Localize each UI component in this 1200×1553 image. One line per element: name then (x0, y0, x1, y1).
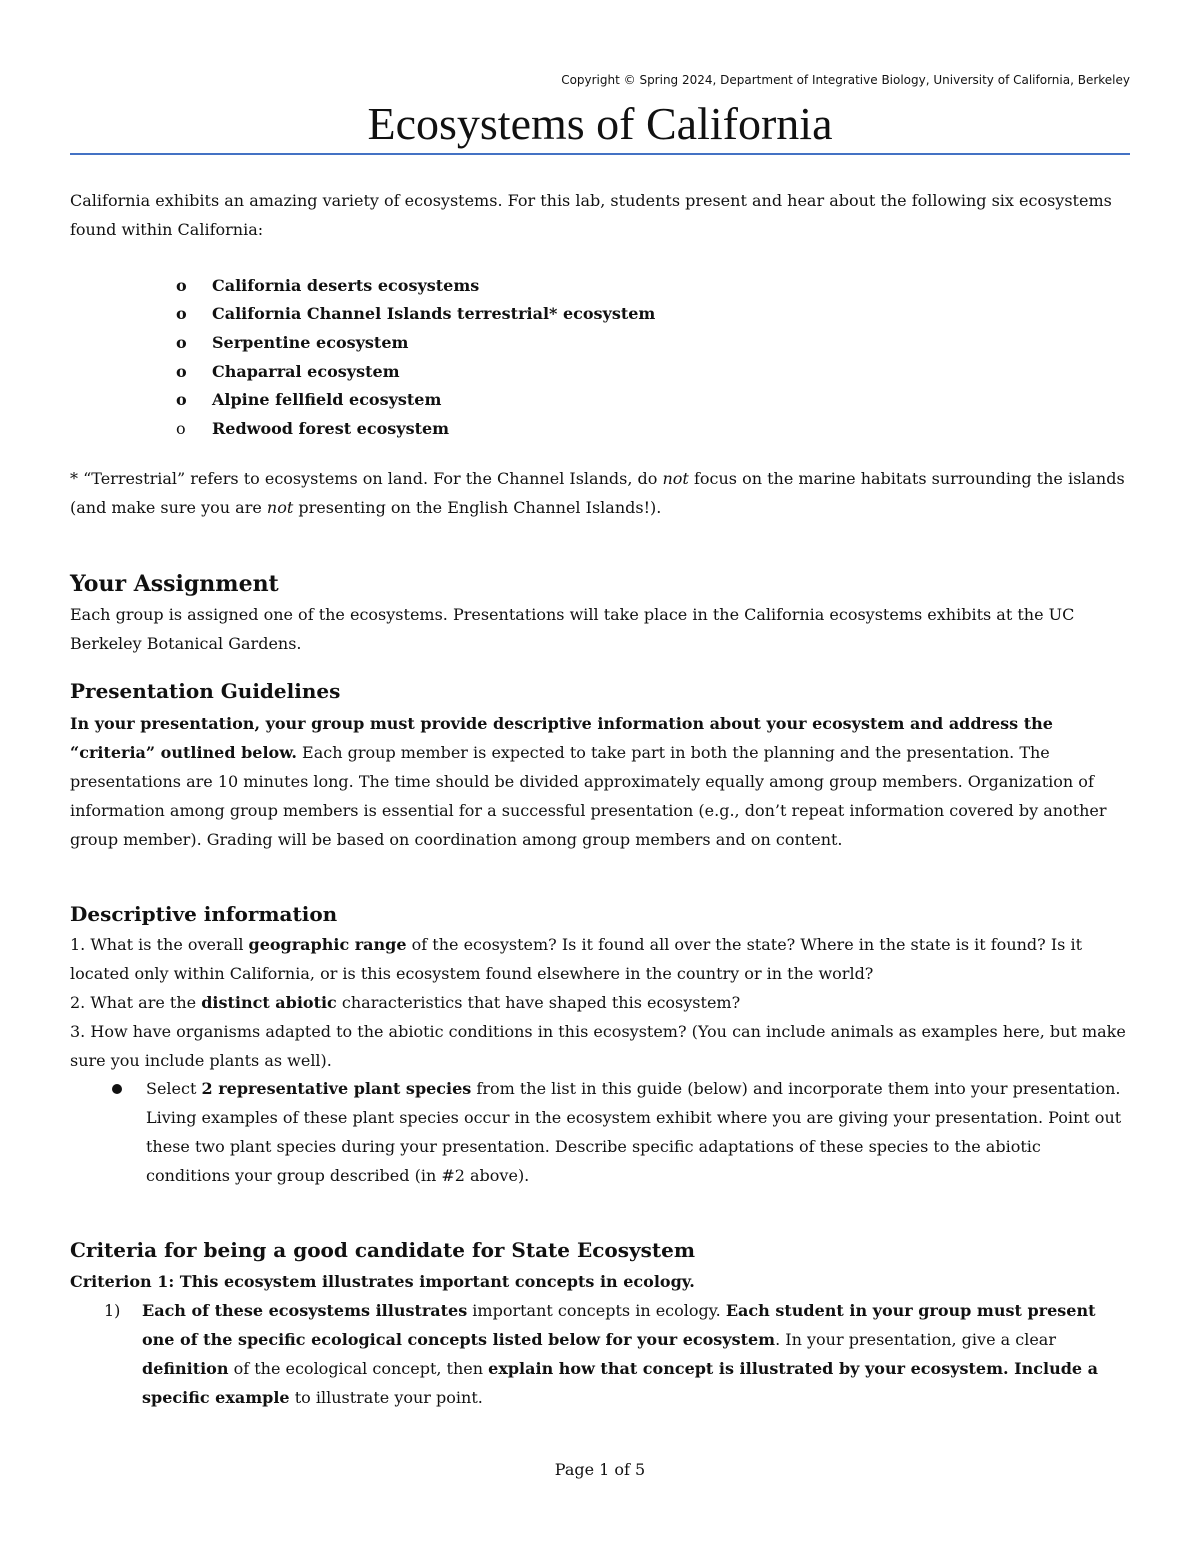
list-item: o Serpentine ecosystem (176, 329, 408, 357)
plant-species-bullet: Select 2 representative plant species from the list in this guide (below) and incorporate them into your presentation. Living examples of these plant species occur in the ecosystem exhibit where you are giving your presentation. Point out these two plant species during your presentation. Describe specific adaptations of these species to the abiotic conditions your group described (in #2 above). (146, 1079, 1122, 1185)
page-title: Ecosystems of California (367, 98, 833, 149)
terrestrial-footnote: * “Terrestrial” refers to ecosystems on land. For the Channel Islands, do not focus on the marine habitats surrounding the islands (and make sure you are not presenting on the English Channel Islands!). (70, 469, 1125, 517)
bullet-marker: o (176, 333, 187, 352)
question-2: 2. What are the distinct abiotic characteristics that have shaped this ecosystem? (70, 993, 741, 1012)
page-number: Page 1 of 5 (554, 1460, 646, 1479)
list-item: o Chaparral ecosystem (176, 358, 400, 386)
bullet-marker: o (176, 304, 187, 323)
question-3: 3. How have organisms adapted to the abiotic conditions in this ecosystem? (You can include animals as examples here, but make sure you include plants as well). (70, 1022, 1126, 1070)
question-1: 1. What is the overall geographic range of the ecosystem? Is it found all over the state? Where in the state is it found? Is it located only within California, or is this ecosystem found elsewhere in the country or in the world? (70, 935, 1082, 983)
assignment-heading: Your Assignment (70, 571, 279, 597)
list-item: o California deserts ecosystems (176, 272, 479, 300)
criterion-1: Criterion 1: This ecosystem illustrates important concepts in ecology. (70, 1272, 695, 1291)
guidelines-heading: Presentation Guidelines (70, 679, 341, 703)
guidelines-paragraph: In your presentation, your group must provide descriptive information about your ecosystem and address the “criteria” outlined below. Each group member is expected to take part in both the planning and the presentation. The presentations are 10 minutes long. The time should be divided approximately equally among group members. Organization of information among group members is essential for a successful presentation (e.g., don’t repeat information covered by another group member). Grading will be based on coordination among group members and on content. (70, 714, 1107, 849)
bullet-marker: o (176, 419, 186, 438)
copyright-notice: Copyright © Spring 2024, Department of Integrative Biology, University of California, Berkeley (561, 73, 1130, 87)
bullet-marker: o (176, 390, 187, 409)
descriptive-heading: Descriptive information (70, 902, 338, 926)
bullet-marker: o (176, 362, 187, 381)
list-item: o Alpine fellfield ecosystem (176, 386, 441, 414)
list-item: o Redwood forest ecosystem (176, 415, 449, 443)
criteria-heading: Criteria for being a good candidate for State Ecosystem (70, 1238, 696, 1262)
title-divider (70, 153, 1130, 155)
item-number: 1) (104, 1301, 121, 1320)
bullet-marker: o (176, 276, 187, 295)
list-item: o California Channel Islands terrestrial* ecosystem (176, 300, 655, 328)
intro-paragraph: California exhibits an amazing variety of ecosystems. For this lab, students present and hear about the following six ecosystems found within California: (70, 191, 1112, 239)
bullet-dot-icon (112, 1084, 122, 1094)
assignment-paragraph: Each group is assigned one of the ecosystems. Presentations will take place in the California ecosystems exhibits at the UC Berkeley Botanical Gardens. (70, 605, 1075, 653)
criterion-1-item: Each of these ecosystems illustrates important concepts in ecology. Each student in your group must present one of the specific ecological concepts listed below for your ecosystem. In your presentation, give a clear definition of the ecological concept, then explain how that concept is illustrated by your ecosystem. Include a specific example to illustrate your point. (142, 1301, 1099, 1407)
